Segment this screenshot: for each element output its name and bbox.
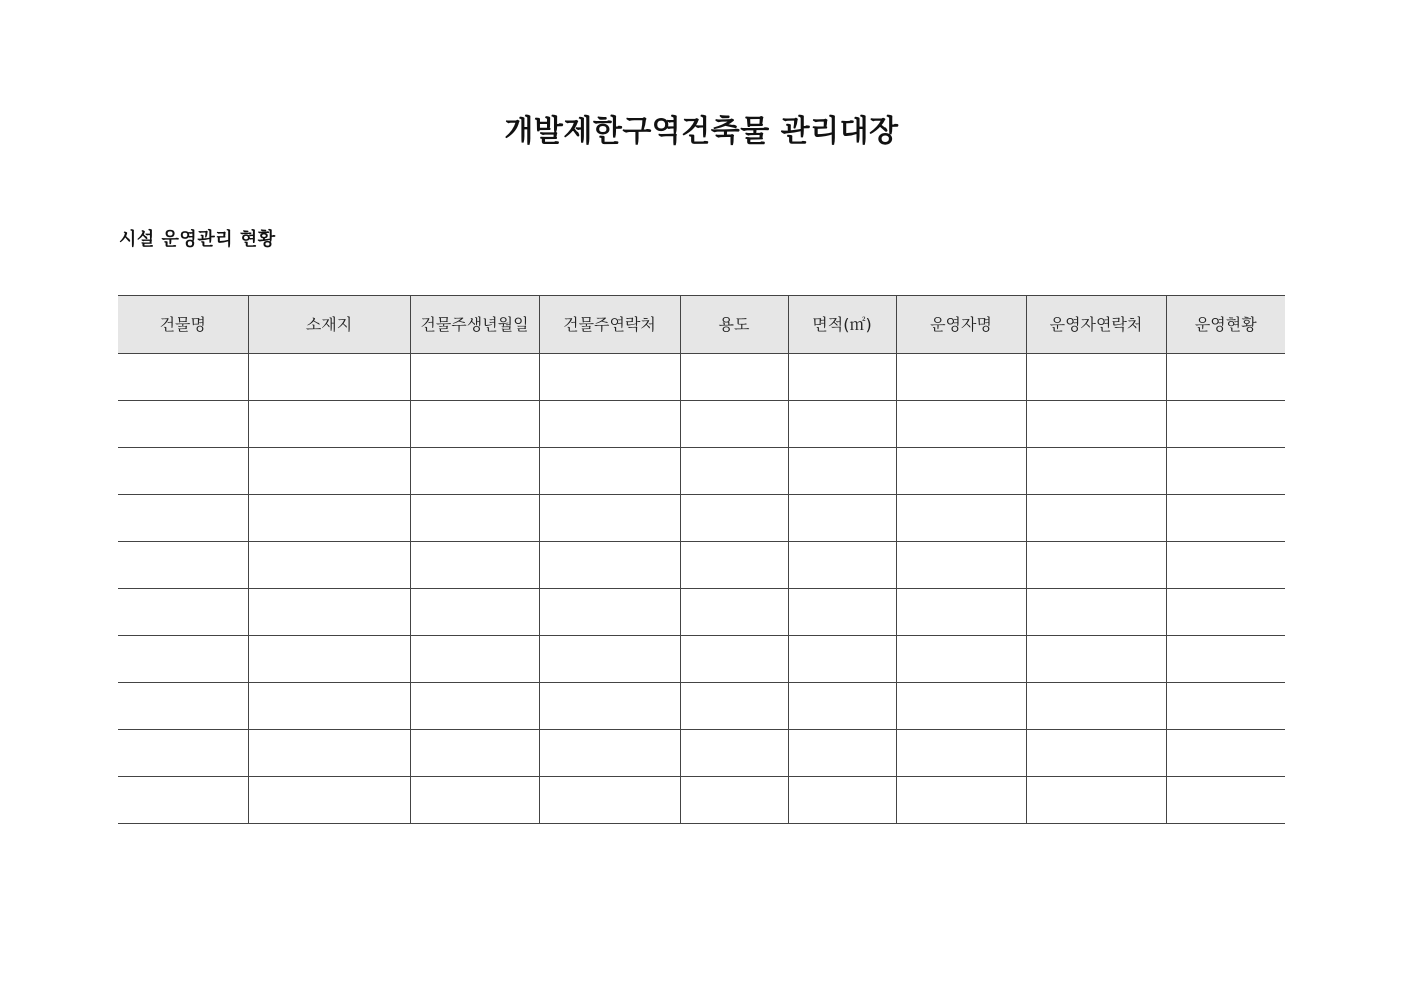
table-cell[interactable] [410,401,539,448]
table-cell[interactable] [118,730,248,777]
table-cell[interactable] [248,777,410,824]
table-cell[interactable] [118,354,248,401]
table-cell[interactable] [118,777,248,824]
table-cell[interactable] [539,589,680,636]
table-cell[interactable] [539,448,680,495]
header-area: 면적(㎡) [788,296,896,354]
table-cell[interactable] [680,589,788,636]
table-cell[interactable] [1026,683,1166,730]
table-cell[interactable] [1026,448,1166,495]
table-cell[interactable] [680,448,788,495]
table-cell[interactable] [1026,636,1166,683]
table-cell[interactable] [788,683,896,730]
table-cell[interactable] [896,589,1026,636]
table-cell[interactable] [248,401,410,448]
table-cell[interactable] [118,589,248,636]
table-cell[interactable] [1166,401,1285,448]
table-row [118,589,1285,636]
table-row [118,636,1285,683]
table-cell[interactable] [248,730,410,777]
table-row [118,683,1285,730]
table-cell[interactable] [248,448,410,495]
table-cell[interactable] [118,683,248,730]
table-cell[interactable] [1026,777,1166,824]
header-operator-contact: 운영자연락처 [1026,296,1166,354]
table-cell[interactable] [788,777,896,824]
table-cell[interactable] [539,777,680,824]
table-cell[interactable] [1166,354,1285,401]
table-cell[interactable] [410,354,539,401]
table-cell[interactable] [896,730,1026,777]
table-cell[interactable] [410,730,539,777]
table-cell[interactable] [680,401,788,448]
table-cell[interactable] [788,495,896,542]
table-cell[interactable] [410,495,539,542]
table-cell[interactable] [248,542,410,589]
table-cell[interactable] [1026,401,1166,448]
header-building-name: 건물명 [118,296,248,354]
facility-management-table [118,295,1285,824]
table-cell[interactable] [896,777,1026,824]
table-cell[interactable] [1026,589,1166,636]
table-cell[interactable] [118,636,248,683]
table-cell[interactable] [248,354,410,401]
table-cell[interactable] [788,542,896,589]
table-cell[interactable] [1026,495,1166,542]
table-cell[interactable] [1026,730,1166,777]
table-cell[interactable] [248,495,410,542]
table-cell[interactable] [539,495,680,542]
header-owner-contact: 건물주연락처 [539,296,680,354]
table-cell[interactable] [539,683,680,730]
table-cell[interactable] [896,542,1026,589]
table-cell[interactable] [118,448,248,495]
table-cell[interactable] [410,448,539,495]
header-location: 소재지 [248,296,410,354]
table-cell[interactable] [1166,448,1285,495]
table-cell[interactable] [248,683,410,730]
table-cell[interactable] [539,401,680,448]
table-cell[interactable] [248,636,410,683]
table-cell[interactable] [1166,589,1285,636]
header-operator-name: 운영자명 [896,296,1026,354]
table-cell[interactable] [410,542,539,589]
table-cell[interactable] [680,542,788,589]
table-row [118,401,1285,448]
table-cell[interactable] [118,401,248,448]
table-cell[interactable] [788,730,896,777]
table-row [118,354,1285,401]
table-cell[interactable] [788,589,896,636]
document-title: 개발제한구역건축물 관리대장 [504,114,899,149]
table-row [118,448,1285,495]
table-cell[interactable] [1166,730,1285,777]
table-cell[interactable] [1166,542,1285,589]
table-cell[interactable] [1166,495,1285,542]
table-cell[interactable] [680,636,788,683]
table-cell[interactable] [680,777,788,824]
table-cell[interactable] [410,777,539,824]
table-cell[interactable] [118,495,248,542]
table-row [118,730,1285,777]
section-title: 시설 운영관리 현황 [119,229,276,250]
table-cell[interactable] [680,730,788,777]
header-owner-birthdate: 건물주생년월일 [410,296,539,354]
table-row [118,495,1285,542]
table-cell[interactable] [680,683,788,730]
table-cell[interactable] [539,730,680,777]
table-cell[interactable] [1026,354,1166,401]
table-row [118,542,1285,589]
table-cell[interactable] [788,448,896,495]
table-cell[interactable] [896,636,1026,683]
table-body [118,354,1285,824]
table-row [118,777,1285,824]
table-cell[interactable] [1166,636,1285,683]
table-cell[interactable] [118,542,248,589]
table-cell[interactable] [248,589,410,636]
table-cell[interactable] [410,636,539,683]
table-cell[interactable] [539,636,680,683]
table-cell[interactable] [1026,542,1166,589]
table-cell[interactable] [788,354,896,401]
table-cell[interactable] [680,354,788,401]
table-cell[interactable] [896,401,1026,448]
header-operation-status: 운영현황 [1166,296,1285,354]
table-cell[interactable] [539,542,680,589]
table-cell[interactable] [788,636,896,683]
header-usage: 용도 [680,296,788,354]
table-cell[interactable] [539,354,680,401]
table-cell[interactable] [680,495,788,542]
table-cell[interactable] [788,401,896,448]
table-cell[interactable] [896,495,1026,542]
table-cell[interactable] [1166,777,1285,824]
table-cell[interactable] [410,683,539,730]
table-cell[interactable] [1166,683,1285,730]
table-cell[interactable] [896,683,1026,730]
table-cell[interactable] [896,448,1026,495]
table-cell[interactable] [410,589,539,636]
table-header-row [118,296,1285,354]
table-cell[interactable] [896,354,1026,401]
